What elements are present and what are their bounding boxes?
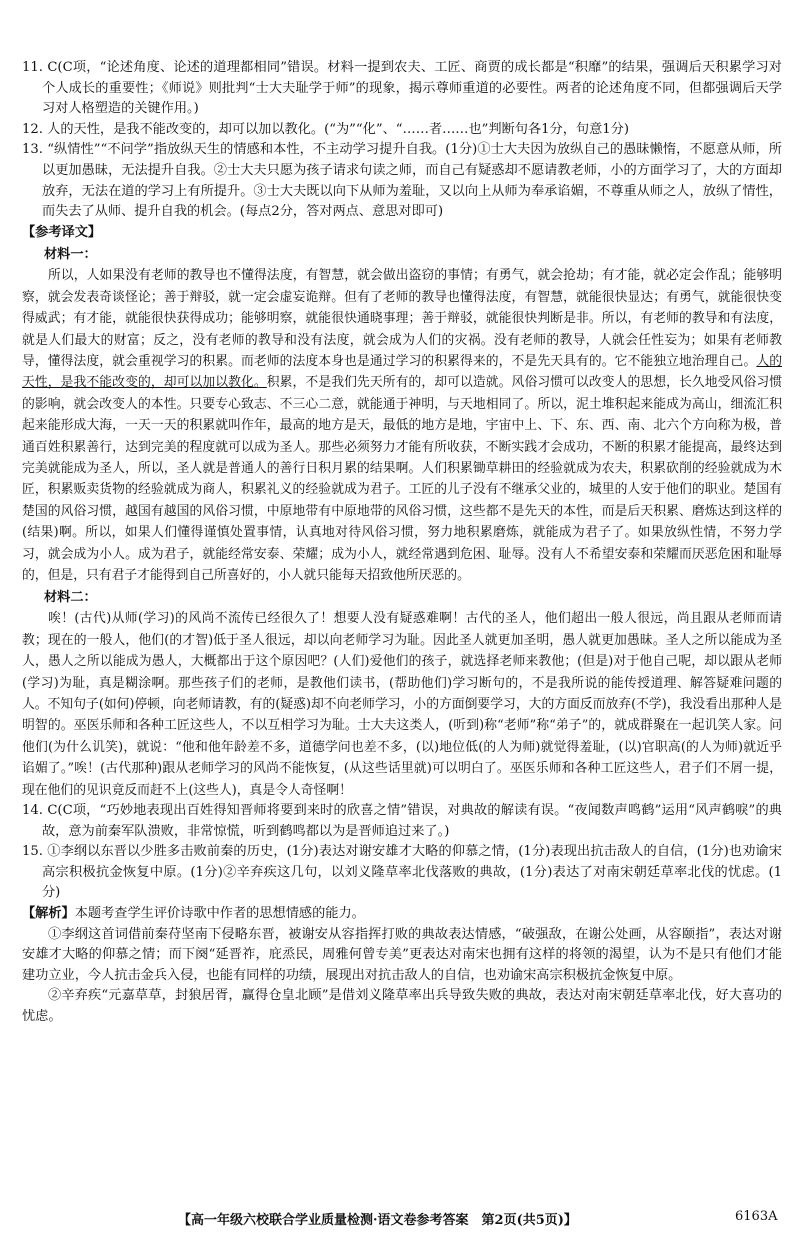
analysis-point-1: ①李纲这首词借前秦苻坚南下侵略东晋，被谢安从容指挥打败的典故表达情感，“破强敌，在谢公处画，从容颐指”，表达对谢安雄才大略的仰慕之情；而下阕“延晋祚，庇烝民，周雅何曾专美”更表达对南宋也拥有这样的将领的渴望，认为不是只有他们才能建功立业，今人抗击金兵入侵，也能有同样的功绩，展现出对抗击敌人的自信，也劝谕宋高宗积极抗金恢复中原。 [22,926,782,983]
answer-13: 13. “纵情性”“不问学”指放纵天生的情感和本性，不主动学习提升自我。(1分)①士大夫因为放纵自己的愚昧懒惰，不愿意从师，所以更加愚昧，无法提升自我。②士大夫只愿为孩子请求句读之师，而自己有疑惑却不愿请教老师，小的方面学习了，大的方面却放弃，无法在道的学习上有所提升。③士大夫既以向下从师为羞耻，又以向上从师为奉承谄媚，不尊重从师之人，放纵了情性，而失去了从师、提升自我的机会。(每点2分，答对两点、意思对即可) [22,142,782,220]
material-one-part-a: 所以，人如果没有老师的教导也不懂得法度，有智慧，就会做出盗窃的事情；有勇气，就会抢劫；有才能，就必定会作乱；能够明察，就会发表奇谈怪论；善于辩驳，就一定会虚妄诡辩。但有了老师的教导也懂得法度，有智慧，就能很快显达；有勇气，就能很快变得威武；有才能，就能很快获得成功；能够明察，就能很快通晓事理；善于辩驳，就能很快判断是非。所以，有老师的教导和有法度，就是人们最大的财富；反之，没有老师的教导和没有法度，就会成为人们的灾祸。没有老师的教导，人就会任性妄为；如果有老师教导，懂得法度，就会重视学习的积累。而老师的法度本身也是通过学习的积累得来的，不是先天具有的。它不能独立地治理自己。 [22,268,782,369]
material-two-heading: 材料二： [44,590,97,606]
material-one-part-b: 积累，不是我们先天所有的，却可以造就。风俗习惯可以改变人的思想，长久地受风俗习惯的影响，就会改变人的本性。只要专心致志、不三心二意，就能通于神明，与天地相同了。所以，泥土堆积起来能成为高山，细流汇积起来能形成大海，一天一天的积累就叫作年，最高的地方是天，最低的地方是地，宇宙中上、下、东、西、南、北六个方向称为极，普通百姓积累善行，达到完美的程度就可以成为圣人。那些必须努力才能有所收获，不断实践才会成功，不断的积累才能提高，最终达到完美就能成为圣人，所以，圣人就是普通人的善行日积月累的结果啊。人们积累锄草耕田的经验就成为农夫，积累砍削的经验就成为木匠，积累贩卖货物的经验就成为商人，积累礼义的经验就成为君子。工匠的儿子没有不继承父业的，城里的人安于他们的职业。楚国有楚国的风俗习惯，越国有越国的风俗习惯，中原地带有中原地带的风俗习惯，这些都不是先天的本性，而是后天积累、磨炼达到这样的(结果)啊。所以，如果人们懂得谨慎处置事情，认真地对待风俗习惯，努力地积累磨炼，就能成为君子了。如果放纵性情，不努力学习，就会成为小人。成为君子，就能经常安泰、荣耀；成为小人，就经常遇到危困、耻辱。没有人不希望安泰和荣耀而厌恶危困和耻辱的，但是，只有君子才能得到自己所喜好的，小人就只能每天招致他所厌恶的。 [22,375,783,584]
analysis-text: 本题考查学生评价诗歌中作者的思想情感的能力。 [74,906,365,922]
material-two-text: 唉！(古代)从师(学习)的风尚不流传已经很久了！想要人没有疑惑难啊！古代的圣人，他们超出一般人很远，尚且跟从老师而请教；现在的一般人，他们(的才智)低于圣人很远，却以向老师学习为耻。因此圣人就更加圣明，愚人就更加愚昧。圣人之所以能成为圣人，愚人之所以能成为愚人，大概都出于这个原因吧？(人们)爱他们的孩子，就选择老师来教他；(但是)对于他自己呢，却以跟从老师(学习)为耻，真是糊涂啊。那些孩子们的老师，是教他们读书，(帮助他们)学习断句的，不是我所说的能传授道理、解答疑难问题的人。不知句子(如何)停顿，向老师请教，有的(疑惑)却不向老师学习，小的方面倒要学习，大的方面反而放弃(不学)，我没看出那种人是明智的。巫医乐师和各种工匠这些人，不以互相学习为耻。士大夫这类人，(听到)称“老师”称“弟子”的，就成群聚在一起讥笑人家。问他们(为什么讥笑)，就说：“他和他年龄差不多，道德学问也差不多，(以)地位低(的人为师)就觉得羞耻，(以)官职高(的人为师)就近乎谄媚了。”唉！(古代那种)跟从老师学习的风尚不能恢复，(从这些话里就)可以明白了。巫医乐师和各种工匠这些人，君子们不屑一提，现在他们的见识竟反而赶不上(这些人)，真是令人奇怪啊！ [22,611,782,798]
analysis-intro [22,904,782,925]
reference-translation-heading: 【参考译文】 [22,224,102,240]
answer-15: 15. ①李纲以东晋以少胜多击败前秦的历史，(1分)表达对谢安雄才大略的仰慕之情，(1分)表现出抗击敌人的自信，(1分)也劝谕宋高宗积极抗金恢复中原。(1分)②辛弃疾这几句，以刘义隆草率北伐落败的典故，(1分)表达了对南宋朝廷草率北伐的忧虑。(1分) [22,844,782,901]
answer-14: 14. C(C项，“巧妙地表现出百姓得知晋师将要到来时的欣喜之情”错误，对典故的解读有误。“夜闻数声鸣鹤”运用“风声鹤唳”的典故，意为前秦军队溃败，非常惊慌，听到鹤鸣都以为是晋师追过来了。) [22,803,782,839]
page-footer [0,1209,800,1233]
footer-code: 6163A [735,1209,778,1224]
answer-11: 11. C(C项，“论述角度、论述的道理都相同”错误。材料一提到农夫、工匠、商贾的成长都是“积靡”的结果，强调后天积累学习对个人成长的重要性；《师说》则批判“士大夫耻学于师”的现象，揭示尊师重道的必要性。两者的论述角度不同，但都强调后天学习对人格塑造的关键作用。) [22,60,782,117]
answer-page [22,58,782,1028]
analysis-tag: 【解析】 [22,906,75,922]
material-one-heading: 材料一： [44,247,97,263]
footer-title: 【高一年级六校联合学业质量检测·语文卷参考答案 第2页(共5页)】 [178,1213,577,1228]
analysis-point-2: ②辛弃疾“元嘉草草，封狼居胥，赢得仓皇北顾”是借刘义隆草率出兵导致失败的典故，表达对南宋朝廷草率北伐，好大喜功的忧虑。 [22,988,782,1025]
material-one-text [22,265,782,586]
answer-12: 12. 人的天性，是我不能改变的，却可以加以教化。(“为”“化”、“……者……也”判断句各1分，句意1分) [22,121,629,137]
underlined-sentence: 人的天性，是我不能改变的，却可以加以教化。 [22,353,783,391]
